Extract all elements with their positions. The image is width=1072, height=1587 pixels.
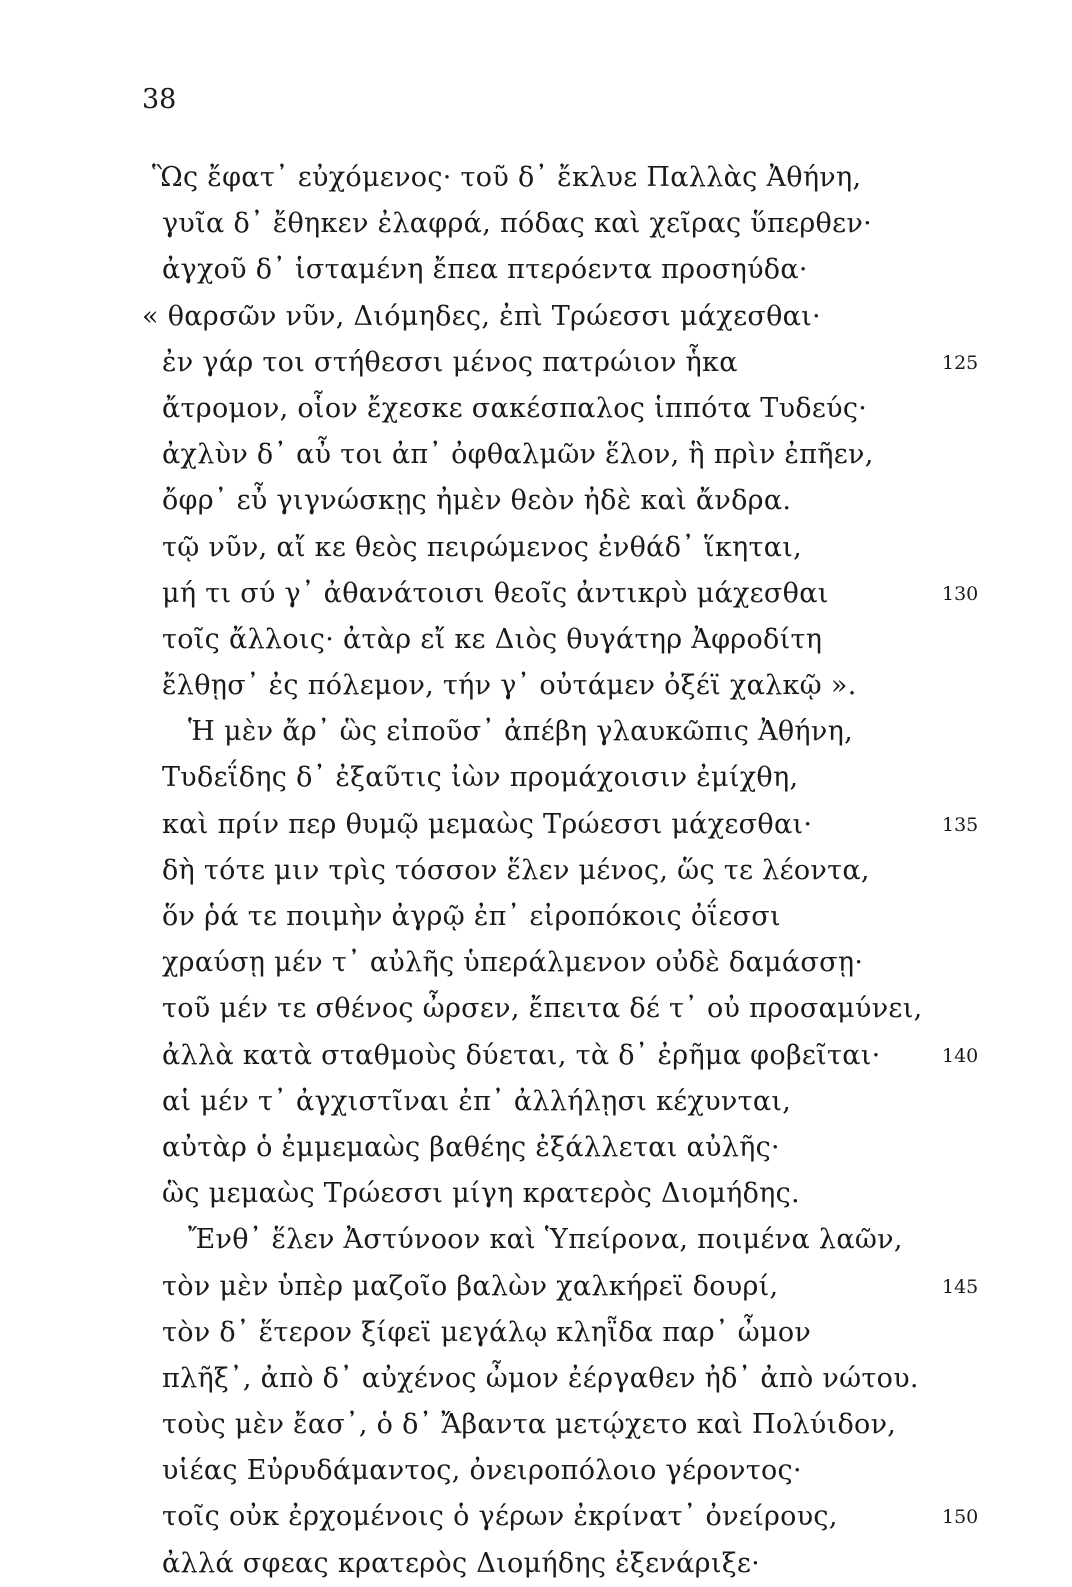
verse-text: Ἔνθ᾽ ἕλεν Ἀστύνοον καὶ Ὑπείρονα, ποιμένα λαῶν, (188, 1224, 903, 1256)
verse-line (0, 155, 1072, 201)
verse-line (0, 755, 1072, 801)
verse-text: υἱέας Εὐρυδάμαντος, ὀνειροπόλοιο γέροντος· (162, 1455, 802, 1487)
verse-text: αἱ μέν τ᾽ ἀγχιστῖναι ἐπ᾽ ἀλλήλῃσι κέχυνται, (162, 1085, 792, 1117)
verse-line (0, 247, 1072, 293)
verse-line (0, 478, 1072, 524)
line-number: 125 (942, 351, 979, 374)
verse-line (0, 802, 1072, 848)
verse-text: ἔλθῃσ᾽ ἐς πόλεμον, τήν γ᾽ οὐτάμεν ὀξέϊ χαλκῷ ». (162, 670, 857, 702)
verse-line (0, 1079, 1072, 1125)
verse-text: ὄφρ᾽ εὖ γιγνώσκῃς ἠμὲν θεὸν ἠδὲ καὶ ἄνδρα. (162, 485, 792, 517)
verse-line (0, 432, 1072, 478)
verse-text: « θαρσῶν νῦν, Διόμηδες, ἐπὶ Τρώεσσι μάχεσθαι· (142, 300, 821, 332)
verse-line (0, 571, 1072, 617)
verse-text: ὅν ῥά τε ποιμὴν ἀγρῷ ἐπ᾽ εἰροπόκοις ὀΐεσσι (162, 901, 781, 932)
verse-text: πλῆξ᾽, ἀπὸ δ᾽ αὐχένος ὦμον ἐέργαθεν ἠδ᾽ ἀπὸ νώτου. (162, 1362, 919, 1394)
verse-text: τῷ νῦν, αἴ κε θεὸς πειρώμενος ἐνθάδ᾽ ἵκηται, (162, 531, 803, 563)
verse-text: ἄτρομον, οἷον ἔχεσκε σακέσπαλος ἱππότα Τυδεύς· (162, 392, 868, 424)
verse-line (0, 1494, 1072, 1540)
verse-line (0, 525, 1072, 571)
verse-line (0, 617, 1072, 663)
verse-line (0, 1310, 1072, 1356)
line-number: 135 (942, 813, 979, 836)
verse-text: γυῖα δ᾽ ἔθηκεν ἐλαφρά, πόδας καὶ χεῖρας ὕπερθεν· (162, 208, 872, 240)
verse-line (0, 1448, 1072, 1494)
verse-text: Ἡ μὲν ἄρ᾽ ὣς εἰποῦσ᾽ ἀπέβη γλαυκῶπις Ἀθήνη, (188, 716, 853, 748)
page-number: 38 (142, 84, 177, 115)
verse-text: τὸν δ᾽ ἕτερον ξίφεϊ μεγάλῳ κληῗδα παρ᾽ ὦμον (162, 1316, 812, 1348)
verse-line (0, 1541, 1072, 1587)
verse-line (0, 294, 1072, 340)
verse-line (0, 1217, 1072, 1263)
verse-line (0, 940, 1072, 986)
verse-line (0, 1125, 1072, 1171)
verse-text: τοὺς μὲν ἔασ᾽, ὁ δ᾽ Ἄβαντα μετῴχετο καὶ Πολύιδον, (162, 1409, 897, 1441)
verse-text: τοῦ μέν τε σθένος ὦρσεν, ἔπειτα δέ τ᾽ οὐ προσαμύνει, (162, 993, 923, 1025)
verse-line (0, 1171, 1072, 1217)
verse-text: ἀγχοῦ δ᾽ ἱσταμένη ἔπεα πτερόεντα προσηύδα· (162, 254, 808, 286)
verse-line (0, 663, 1072, 709)
verse-line (0, 894, 1072, 940)
verse-block (0, 155, 1072, 1587)
verse-text: ἀχλὺν δ᾽ αὖ τοι ἀπ᾽ ὀφθαλμῶν ἕλον, ἣ πρὶν ἐπῆεν, (162, 439, 874, 471)
verse-line (0, 1356, 1072, 1402)
line-number: 150 (942, 1506, 979, 1529)
verse-line (0, 1402, 1072, 1448)
verse-line (0, 848, 1072, 894)
verse-text: ἐν γάρ τοι στήθεσσι μένος πατρώιον ἧκα (162, 346, 738, 378)
line-number: 140 (942, 1044, 979, 1067)
verse-line (0, 709, 1072, 755)
verse-text: αὐτὰρ ὁ ἐμμεμαὼς βαθέης ἐξάλλεται αὐλῆς· (162, 1131, 780, 1163)
verse-line (0, 201, 1072, 247)
verse-text: τοῖς οὐκ ἐρχομένοις ὁ γέρων ἐκρίνατ᾽ ὀνείρους, (162, 1501, 838, 1533)
verse-text: καὶ πρίν περ θυμῷ μεμαὼς Τρώεσσι μάχεσθαι· (162, 808, 813, 840)
verse-line (0, 386, 1072, 432)
verse-text: τὸν μὲν ὑπὲρ μαζοῖο βαλὼν χαλκήρεϊ δουρί, (162, 1270, 779, 1302)
verse-line (0, 1033, 1072, 1079)
verse-text: δὴ τότε μιν τρὶς τόσσον ἕλεν μένος, ὥς τε λέοντα, (162, 854, 870, 886)
verse-line (0, 986, 1072, 1032)
verse-text: Τυδεΐδης δ᾽ ἐξαῦτις ἰὼν προμάχοισιν ἐμίχθη, (162, 762, 799, 794)
verse-line (0, 340, 1072, 386)
line-number: 130 (942, 582, 979, 605)
verse-text: μή τι σύ γ᾽ ἀθανάτοισι θεοῖς ἀντικρὺ μάχεσθαι (162, 577, 829, 609)
verse-text: ἀλλὰ κατὰ σταθμοὺς δύεται, τὰ δ᾽ ἐρῆμα φοβεῖται· (162, 1039, 881, 1071)
verse-text: ὣς μεμαὼς Τρώεσσι μίγη κρατερὸς Διομήδης. (162, 1178, 800, 1210)
line-number: 145 (942, 1275, 979, 1298)
verse-text: χραύσῃ μέν τ᾽ αὐλῆς ὑπεράλμενον οὐδὲ δαμάσσῃ· (162, 947, 864, 979)
verse-text: Ὣς ἔφατ᾽ εὐχόμενος· τοῦ δ᾽ ἔκλυε Παλλὰς Ἀθήνη, (152, 162, 862, 193)
verse-line (0, 1264, 1072, 1310)
verse-text: τοῖς ἄλλοις· ἀτὰρ εἴ κε Διὸς θυγάτηρ Ἀφροδίτη (162, 623, 823, 655)
verse-text: ἀλλά σφεας κρατερὸς Διομήδης ἐξενάριξε· (162, 1547, 761, 1579)
